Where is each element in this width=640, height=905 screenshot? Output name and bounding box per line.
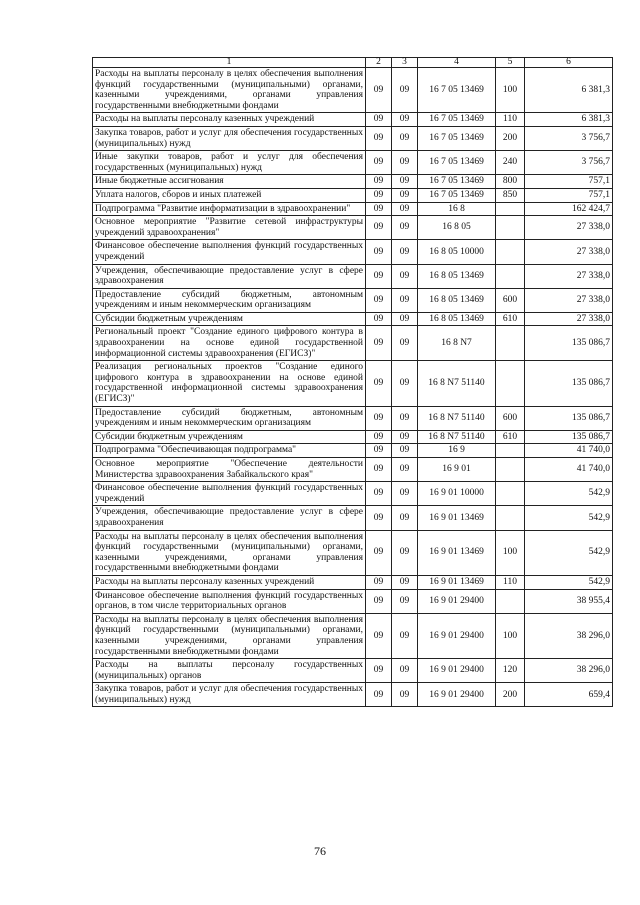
table-row: [93, 482, 613, 506]
header-cell: 5: [496, 58, 525, 68]
amount: 542,9: [525, 575, 613, 589]
target-article-code: 16 9: [418, 444, 496, 458]
subsection-code: 09: [392, 430, 418, 444]
target-article-code: 16 9 01 29400: [418, 659, 496, 683]
subsection-code: 09: [392, 589, 418, 613]
amount: 135 086,7: [525, 406, 613, 430]
row-name: Финансовое обеспечение выполнения функций государственных учреждений: [93, 482, 366, 506]
expense-type-code: [496, 326, 525, 361]
row-name: Предоставление субсидий бюджетным, автономным учреждениям и иным некоммерческим организациям: [93, 288, 366, 312]
section-code: 09: [366, 288, 392, 312]
section-code: 09: [366, 482, 392, 506]
target-article-code: 16 7 05 13469: [418, 68, 496, 113]
row-name: Расходы на выплаты персоналу в целях обеспечения выполнения функций государственными (муниципальными) органами, казенными учреждениями, органами управления государственными внебюджетными фондами: [93, 68, 366, 113]
table-row: [93, 288, 613, 312]
row-name: Учреждения, обеспечивающие предоставление услуг в сфере здравоохранения: [93, 506, 366, 530]
target-article-code: 16 7 05 13469: [418, 151, 496, 175]
target-article-code: 16 8 05: [418, 216, 496, 240]
subsection-code: 09: [392, 202, 418, 216]
amount: 135 086,7: [525, 361, 613, 406]
expense-type-code: 600: [496, 406, 525, 430]
budget-table: [92, 57, 613, 707]
expense-type-code: [496, 216, 525, 240]
target-article-code: 16 8: [418, 202, 496, 216]
amount: 135 086,7: [525, 326, 613, 361]
expense-type-code: [496, 589, 525, 613]
subsection-code: 09: [392, 613, 418, 658]
table-row: [93, 683, 613, 707]
header-cell: 4: [418, 58, 496, 68]
section-code: 09: [366, 683, 392, 707]
row-name: Финансовое обеспечение выполнения функций государственных учреждений: [93, 240, 366, 264]
table-row: [93, 126, 613, 150]
table-row: [93, 216, 613, 240]
row-name: Учреждения, обеспечивающие предоставление услуг в сфере здравоохранения: [93, 264, 366, 288]
table-row: [93, 613, 613, 658]
subsection-code: 09: [392, 361, 418, 406]
subsection-code: 09: [392, 188, 418, 202]
row-name: Субсидии бюджетным учреждениям: [93, 430, 366, 444]
section-code: 09: [366, 530, 392, 575]
row-name: Расходы на выплаты персоналу в целях обеспечения выполнения функций государственными (муниципальными) органами, казенными учреждениями, органами управления государственными внебюджетными фондами: [93, 613, 366, 658]
expense-type-code: 110: [496, 575, 525, 589]
table-row: [93, 444, 613, 458]
amount: 27 338,0: [525, 240, 613, 264]
row-name: Основное мероприятие "Развитие сетевой инфраструктуры учреждений здравоохранения": [93, 216, 366, 240]
header-cell: 1: [93, 58, 366, 68]
expense-type-code: [496, 482, 525, 506]
section-code: 09: [366, 126, 392, 150]
row-name: Субсидии бюджетным учреждениям: [93, 312, 366, 326]
expense-type-code: [496, 202, 525, 216]
expense-type-code: 110: [496, 113, 525, 127]
amount: 542,9: [525, 530, 613, 575]
subsection-code: 09: [392, 482, 418, 506]
target-article-code: 16 7 05 13469: [418, 113, 496, 127]
subsection-code: 09: [392, 175, 418, 189]
target-article-code: 16 8 05 10000: [418, 240, 496, 264]
section-code: 09: [366, 659, 392, 683]
expense-type-code: 240: [496, 151, 525, 175]
section-code: 09: [366, 188, 392, 202]
amount: 6 381,3: [525, 113, 613, 127]
section-code: 09: [366, 175, 392, 189]
table-row: [93, 264, 613, 288]
section-code: 09: [366, 202, 392, 216]
amount: 757,1: [525, 188, 613, 202]
row-name: Уплата налогов, сборов и иных платежей: [93, 188, 366, 202]
section-code: 09: [366, 68, 392, 113]
subsection-code: 09: [392, 68, 418, 113]
target-article-code: 16 9 01 29400: [418, 613, 496, 658]
target-article-code: 16 9 01 10000: [418, 482, 496, 506]
amount: 135 086,7: [525, 430, 613, 444]
target-article-code: 16 9 01 29400: [418, 589, 496, 613]
expense-type-code: 100: [496, 530, 525, 575]
row-name: Реализация региональных проектов "Создание единого цифрового контура в здравоохранении на основе единой государственной информационной системы здравоохранения (ЕГИСЗ)": [93, 361, 366, 406]
target-article-code: 16 9 01 13469: [418, 506, 496, 530]
expense-type-code: [496, 264, 525, 288]
table-body: [93, 68, 613, 707]
subsection-code: 09: [392, 683, 418, 707]
table-row: [93, 151, 613, 175]
amount: 542,9: [525, 506, 613, 530]
row-name: Иные бюджетные ассигнования: [93, 175, 366, 189]
row-name: Расходы на выплаты персоналу казенных учреждений: [93, 113, 366, 127]
expense-type-code: [496, 506, 525, 530]
target-article-code: 16 8 05 13469: [418, 264, 496, 288]
target-article-code: 16 7 05 13469: [418, 188, 496, 202]
subsection-code: 09: [392, 530, 418, 575]
subsection-code: 09: [392, 575, 418, 589]
amount: 38 296,0: [525, 659, 613, 683]
amount: 41 740,0: [525, 458, 613, 482]
subsection-code: 09: [392, 151, 418, 175]
target-article-code: 16 8 05 13469: [418, 312, 496, 326]
expense-type-code: 100: [496, 68, 525, 113]
section-code: 09: [366, 613, 392, 658]
amount: 6 381,3: [525, 68, 613, 113]
target-article-code: 16 8 N7 51140: [418, 430, 496, 444]
section-code: 09: [366, 589, 392, 613]
expense-type-code: 200: [496, 126, 525, 150]
row-name: Расходы на выплаты персоналу казенных учреждений: [93, 575, 366, 589]
amount: 27 338,0: [525, 288, 613, 312]
table-row: [93, 406, 613, 430]
subsection-code: 09: [392, 126, 418, 150]
row-name: Закупка товаров, работ и услуг для обеспечения государственных (муниципальных) нужд: [93, 683, 366, 707]
expense-type-code: 200: [496, 683, 525, 707]
section-code: 09: [366, 312, 392, 326]
target-article-code: 16 8 N7: [418, 326, 496, 361]
section-code: 09: [366, 264, 392, 288]
subsection-code: 09: [392, 458, 418, 482]
table-row: [93, 530, 613, 575]
target-article-code: 16 9 01 29400: [418, 683, 496, 707]
section-code: 09: [366, 113, 392, 127]
row-name: Региональный проект "Создание единого цифрового контура в здравоохранении на основе единой государственной информационной системы здравоохранения (ЕГИСЗ)": [93, 326, 366, 361]
table-row: [93, 68, 613, 113]
expense-type-code: [496, 444, 525, 458]
table-row: [93, 575, 613, 589]
amount: 542,9: [525, 482, 613, 506]
section-code: 09: [366, 240, 392, 264]
amount: 38 296,0: [525, 613, 613, 658]
row-name: Закупка товаров, работ и услуг для обеспечения государственных (муниципальных) нужд: [93, 126, 366, 150]
target-article-code: 16 7 05 13469: [418, 175, 496, 189]
section-code: 09: [366, 444, 392, 458]
subsection-code: 09: [392, 659, 418, 683]
page-number: 76: [314, 844, 326, 858]
table-header: [93, 58, 613, 68]
table-row: [93, 240, 613, 264]
header-cell: 6: [525, 58, 613, 68]
expense-type-code: 120: [496, 659, 525, 683]
table-row: [93, 113, 613, 127]
subsection-code: 09: [392, 444, 418, 458]
row-name: Расходы на выплаты персоналу государственных (муниципальных) органов: [93, 659, 366, 683]
target-article-code: 16 9 01 13469: [418, 575, 496, 589]
table-row: [93, 188, 613, 202]
table-row: [93, 312, 613, 326]
target-article-code: 16 9 01 13469: [418, 530, 496, 575]
amount: 41 740,0: [525, 444, 613, 458]
row-name: Расходы на выплаты персоналу в целях обеспечения выполнения функций государственными (муниципальными) органами, казенными учреждениями, органами управления государственными внебюджетными фондами: [93, 530, 366, 575]
amount: 3 756,7: [525, 126, 613, 150]
table-row: [93, 430, 613, 444]
expense-type-code: [496, 361, 525, 406]
subsection-code: 09: [392, 240, 418, 264]
section-code: 09: [366, 430, 392, 444]
amount: 3 756,7: [525, 151, 613, 175]
target-article-code: 16 8 05 13469: [418, 288, 496, 312]
subsection-code: 09: [392, 113, 418, 127]
subsection-code: 09: [392, 216, 418, 240]
row-name: Основное мероприятие "Обеспечение деятельности Министерства здравоохранения Забайкальского края": [93, 458, 366, 482]
subsection-code: 09: [392, 264, 418, 288]
expense-type-code: 800: [496, 175, 525, 189]
amount: 27 338,0: [525, 216, 613, 240]
target-article-code: 16 8 N7 51140: [418, 361, 496, 406]
section-code: 09: [366, 506, 392, 530]
table-row: [93, 175, 613, 189]
expense-type-code: 610: [496, 312, 525, 326]
table-row: [93, 361, 613, 406]
subsection-code: 09: [392, 312, 418, 326]
table-row: [93, 458, 613, 482]
subsection-code: 09: [392, 288, 418, 312]
section-code: 09: [366, 216, 392, 240]
row-name: Предоставление субсидий бюджетным, автономным учреждениям и иным некоммерческим организациям: [93, 406, 366, 430]
row-name: Подпрограмма "Развитие информатизации в здравоохранении": [93, 202, 366, 216]
table-row: [93, 659, 613, 683]
subsection-code: 09: [392, 406, 418, 430]
section-code: 09: [366, 326, 392, 361]
expense-type-code: 610: [496, 430, 525, 444]
target-article-code: 16 9 01: [418, 458, 496, 482]
amount: 757,1: [525, 175, 613, 189]
subsection-code: 09: [392, 506, 418, 530]
amount: 659,4: [525, 683, 613, 707]
row-name: Финансовое обеспечение выполнения функций государственных органов, в том числе территориальных органов: [93, 589, 366, 613]
expense-type-code: 600: [496, 288, 525, 312]
expense-type-code: [496, 240, 525, 264]
target-article-code: 16 8 N7 51140: [418, 406, 496, 430]
table-row: [93, 326, 613, 361]
row-name: Подпрограмма "Обеспечивающая подпрограмма": [93, 444, 366, 458]
section-code: 09: [366, 458, 392, 482]
section-code: 09: [366, 575, 392, 589]
table-row: [93, 202, 613, 216]
section-code: 09: [366, 361, 392, 406]
expense-type-code: [496, 458, 525, 482]
subsection-code: 09: [392, 326, 418, 361]
header-cell: 3: [392, 58, 418, 68]
expense-type-code: 100: [496, 613, 525, 658]
target-article-code: 16 7 05 13469: [418, 126, 496, 150]
table-row: [93, 506, 613, 530]
expense-type-code: 850: [496, 188, 525, 202]
section-code: 09: [366, 151, 392, 175]
amount: 27 338,0: [525, 312, 613, 326]
amount: 38 955,4: [525, 589, 613, 613]
header-cell: 2: [366, 58, 392, 68]
section-code: 09: [366, 406, 392, 430]
row-name: Иные закупки товаров, работ и услуг для обеспечения государственных (муниципальных) нужд: [93, 151, 366, 175]
table-row: [93, 589, 613, 613]
amount: 27 338,0: [525, 264, 613, 288]
amount: 162 424,7: [525, 202, 613, 216]
